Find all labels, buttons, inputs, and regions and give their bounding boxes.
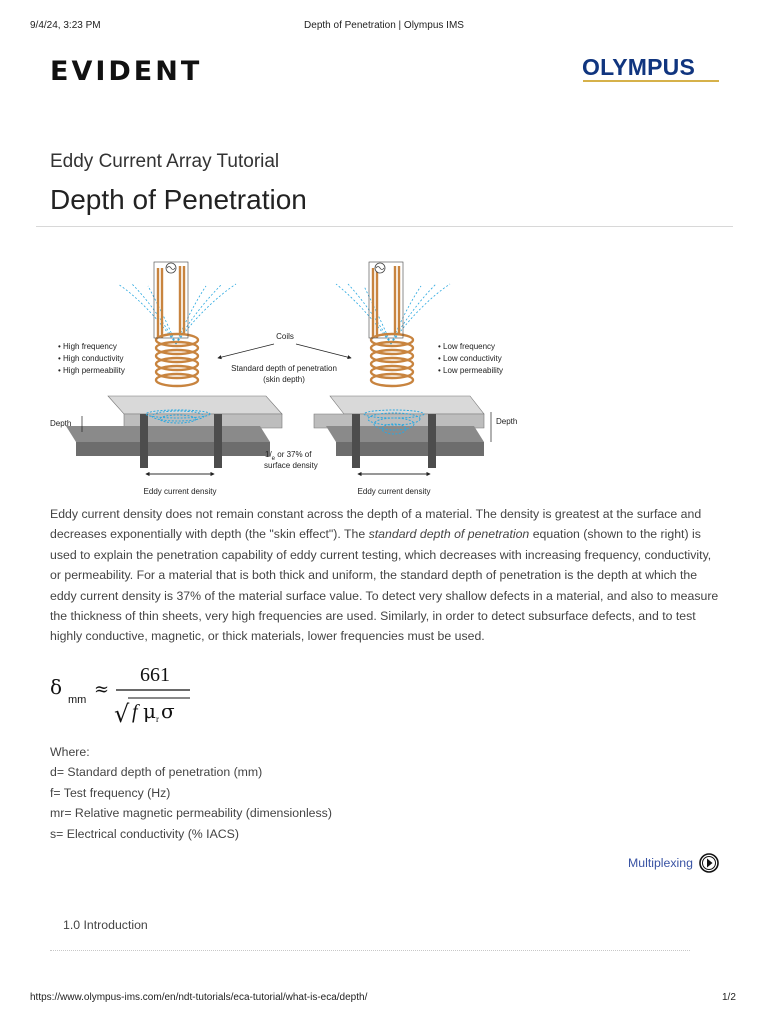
where-item: s= Electrical conductivity (% IACS) (50, 826, 239, 841)
right-bullet-1: • Low frequency (438, 342, 496, 351)
formula-sigma: σ (161, 699, 175, 723)
formula-approx: ≈ (94, 679, 110, 700)
formula-delta: δ (50, 675, 63, 699)
left-ac-source-icon (166, 263, 176, 273)
left-bullet-2: • High conductivity (58, 354, 124, 363)
next-arrow-icon[interactable] (699, 853, 719, 873)
body-text-italic: standard depth of penetration (368, 527, 530, 542)
left-test-plate (66, 396, 282, 468)
olympus-logo[interactable]: OLYMPUS (582, 54, 696, 80)
where-item: d= Standard depth of penetration (mm) (50, 765, 263, 780)
formula-subscript-mm: mm (68, 694, 87, 706)
formula-mu: μ (143, 699, 156, 723)
surface-density-label: surface density (264, 461, 318, 470)
where-list (50, 742, 332, 844)
formula-numerator: 661 (140, 664, 170, 686)
where-item: f= Test frequency (Hz) (50, 785, 171, 800)
body-paragraph (50, 504, 720, 647)
olympus-logo-underline (583, 80, 719, 82)
next-page-label[interactable]: Multiplexing (628, 856, 693, 870)
formula-radical: √ (114, 700, 130, 728)
where-heading: Where: (50, 745, 90, 759)
formula-r: r (156, 714, 159, 724)
print-footer-url: https://www.olympus-ims.com/en/ndt-tutorials/eca-tutorial/what-is-eca/depth/ (30, 992, 368, 1003)
left-bullet-1: • High frequency (58, 342, 117, 351)
print-header-title: Depth of Penetration | Olympus IMS (304, 20, 464, 31)
right-test-plate (314, 396, 484, 468)
right-ac-source-icon (375, 263, 385, 273)
body-text-part-2: equation (shown to the right) is used to explain the penetration capability of eddy current testing, which decreases with increasing frequency, conductivity, or permeability. For a material that is both thick and uniform, the standard depth of penetration is the depth at which the eddy current density is 37% of the material surface value. To detect very shallow defects in a material, and also to measure the thickness of thin sheets, very high frequencies are used. Similarly, in order to detect subsurface defects, and to test highly conductive, magnetic, or thick materials, lower frequencies must be used. (50, 527, 719, 644)
article-subtitle: Eddy Current Array Tutorial (50, 151, 280, 172)
left-eddy-density-label: Eddy current density (143, 487, 217, 496)
print-header-date: 9/4/24, 3:23 PM (30, 20, 101, 31)
toc-divider (50, 950, 690, 951)
right-depth-label: Depth (496, 417, 518, 426)
left-depth-label: Depth (50, 419, 72, 428)
evident-logo[interactable]: EVIDENT (50, 56, 203, 87)
right-bullet-2: • Low conductivity (438, 354, 502, 363)
page-title: Depth of Penetration (50, 184, 307, 215)
title-divider (36, 226, 733, 227)
skin-depth-label: (skin depth) (263, 375, 305, 384)
where-item: mr= Relative magnetic permeability (dimensionless) (50, 806, 332, 821)
next-page-link[interactable] (628, 853, 719, 873)
formula-f: f (132, 701, 138, 723)
skin-depth-diagram (46, 256, 526, 502)
body-text-part-1: Eddy current density does not remain constant across the depth of a material. The density is greatest at the surface and decreases exponentially with depth (the "skin effect"). The (50, 507, 702, 542)
standard-depth-label: Standard depth of penetration (231, 364, 337, 373)
right-bullet-3: • Low permeability (438, 366, 504, 375)
coils-label: Coils (276, 332, 294, 341)
right-coil (371, 266, 413, 386)
left-coil (156, 266, 198, 386)
print-footer-page: 1/2 (722, 992, 736, 1003)
right-eddy-density-label: Eddy current density (357, 487, 431, 496)
left-bullet-3: • High permeability (58, 366, 125, 375)
toc-item-introduction[interactable]: 1.0 Introduction (63, 918, 148, 932)
skin-depth-formula (48, 660, 208, 732)
ratio-label: $1/_e$ or 37% of (265, 450, 312, 462)
